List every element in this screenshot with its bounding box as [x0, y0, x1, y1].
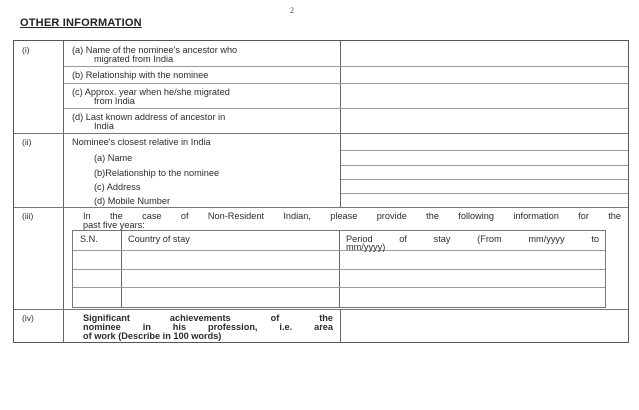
table-row-divider — [73, 269, 605, 270]
ancestor-name-label-cont: migrated from India — [94, 54, 174, 64]
relative-mobile-label: (d) Mobile Number — [94, 196, 171, 206]
section-divider — [14, 207, 628, 208]
nri-stay-table — [72, 230, 606, 308]
row-divider — [341, 150, 628, 151]
section-number-iii: (iii) — [22, 211, 34, 221]
migration-year-label: (c) Approx. year when he/she migrated — [72, 87, 230, 97]
closest-relative-label: Nominee's closest relative in India — [72, 137, 211, 147]
page-heading: OTHER INFORMATION — [20, 17, 142, 29]
row-divider — [341, 193, 628, 194]
section-number-iv: (iv) — [22, 313, 34, 323]
row-divider — [64, 108, 628, 109]
column-header-period-cont: mm/yyyy) — [346, 242, 386, 252]
nri-instruction: In the case of Non-Resident Indian, please provide the following information for the — [83, 211, 621, 221]
relative-relationship-label: (b)Relationship to the nominee — [94, 168, 220, 178]
ancestor-name-label: (a) Name of the nominee's ancestor who — [72, 45, 238, 55]
table-row-divider — [73, 250, 605, 251]
section-number-i: (i) — [22, 45, 30, 55]
nri-instruction-cont: past five years: — [83, 220, 145, 230]
row-divider — [64, 83, 628, 84]
column-header-country: Country of stay — [128, 234, 190, 244]
ancestor-relationship-label: (b) Relationship with the nominee — [72, 70, 209, 80]
row-divider — [341, 179, 628, 180]
achievements-label-cont: nominee in his profession, i.e. area — [83, 322, 333, 332]
section-divider — [14, 133, 628, 134]
page-number: 2 — [290, 6, 294, 15]
column-header-sn: S.N. — [80, 234, 98, 244]
relative-name-label: (a) Name — [94, 153, 133, 163]
ancestor-address-label: (d) Last known address of ancestor in — [72, 112, 226, 122]
column-header-period: Period of stay (From mm/yyyy to — [346, 234, 599, 244]
ancestor-address-label-cont: India — [94, 121, 114, 131]
section-number-ii: (ii) — [22, 137, 32, 147]
answer-column-divider-bottom — [340, 309, 341, 343]
relative-address-label: (c) Address — [94, 182, 141, 192]
section-divider — [14, 309, 628, 310]
achievements-label: Significant achievements of the — [83, 313, 333, 323]
row-divider — [341, 165, 628, 166]
row-divider — [64, 66, 628, 67]
table-row-divider — [73, 287, 605, 288]
achievements-label-cont2: of work (Describe in 100 words) — [83, 331, 222, 341]
migration-year-label-cont: from India — [94, 96, 135, 106]
number-column-divider — [63, 41, 64, 343]
